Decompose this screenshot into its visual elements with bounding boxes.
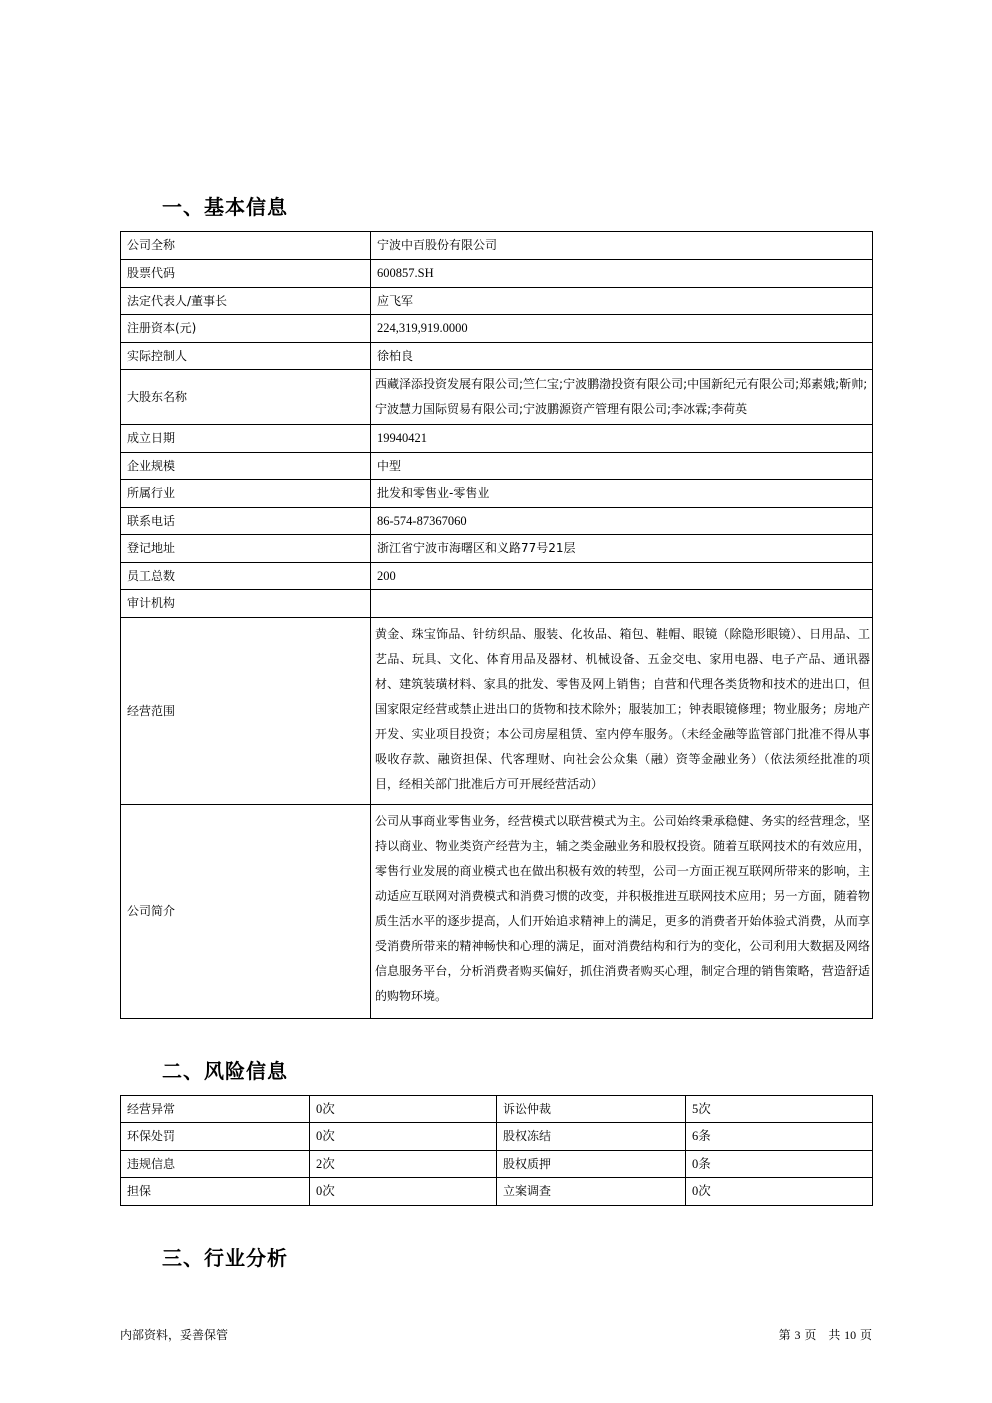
- field-label: 所属行业: [121, 480, 371, 508]
- table-row: [121, 563, 873, 590]
- table-row: [121, 480, 873, 508]
- table-row: [121, 315, 873, 343]
- risk-label: 环保处罚: [121, 1123, 310, 1151]
- risk-info-table: [120, 1095, 873, 1206]
- business-scope: 黄金、珠宝饰品、针纺织品、服装、化妆品、箱包、鞋帽、眼镜（除隐形眼镜）、日用品、工艺品、玩具、文化、体育用品及器材、机械设备、五金交电、家用电器、电子产品、通讯器材、建筑装璜材料、家具的批发、零售及网上销售；自营和代理各类货物和技术的进出口，但国家限定经营或禁止进出口的货物和技术除外；服装加工；钟表眼镜修理；物业服务；房地产开发、实业项目投资；本公司房屋租赁、室内停车服务。（未经金融等监管部门批准不得从事吸收存款、融资担保、代客理财、向社会公众集（融）资等金融业务）（依法须经批准的项目，经相关部门批准后方可开展经营活动）: [371, 618, 873, 805]
- page-total: 10: [844, 1328, 857, 1342]
- page-mid: 页 共: [804, 1328, 841, 1342]
- section-title-risk-info: 二、风险信息: [162, 1059, 288, 1083]
- risk-value: 0次: [310, 1123, 497, 1151]
- risk-label: 股权冻结: [497, 1123, 686, 1151]
- stock-code: 600857.SH: [371, 260, 873, 288]
- table-row: [121, 425, 873, 453]
- phone: 86-574-87367060: [371, 508, 873, 535]
- risk-label: 违规信息: [121, 1151, 310, 1178]
- table-row: [121, 260, 873, 288]
- table-row: [121, 535, 873, 563]
- field-label: 登记地址: [121, 535, 371, 563]
- table-row: [121, 232, 873, 260]
- table-row: [121, 805, 873, 1019]
- page-number: [779, 1326, 872, 1343]
- field-label: 员工总数: [121, 563, 371, 590]
- company-scale: 中型: [371, 453, 873, 480]
- page-current: 3: [794, 1328, 801, 1342]
- risk-value: 0条: [686, 1151, 873, 1178]
- company-profile: 公司从事商业零售业务，经营模式以联营模式为主。公司始终秉承稳健、务实的经营理念，坚持以商业、物业类资产经营为主，辅之类金融业务和股权投资。随着互联网技术的有效应用，零售行业发展的商业模式也在做出积极有效的转型，公司一方面正视互联网所带来的影响，主动适应互联网对消费模式和消费习惯的改变，并积极推进互联网技术应用；另一方面，随着物质生活水平的逐步提高，人们开始追求精神上的满足，更多的消费者开始体验式消费，从而享受消费所带来的精神畅快和心理的满足，面对消费结构和行为的变化，公司利用大数据及网络信息服务平台，分析消费者购买偏好，抓住消费者购买心理，制定合理的销售策略，营造舒适的购物环境。: [371, 805, 873, 1019]
- field-label: 注册资本(元): [121, 315, 371, 343]
- audit-firm: [371, 590, 873, 618]
- risk-label: 股权质押: [497, 1151, 686, 1178]
- risk-label: 诉讼仲裁: [497, 1096, 686, 1123]
- actual-controller: 徐柏良: [371, 343, 873, 370]
- table-row: [121, 1178, 873, 1206]
- field-label: 大股东名称: [121, 370, 371, 425]
- table-row: [121, 590, 873, 618]
- table-row: [121, 370, 873, 425]
- legal-representative: 应飞军: [371, 288, 873, 315]
- table-row: [121, 618, 873, 805]
- risk-label: 担保: [121, 1178, 310, 1206]
- basic-info-table: [120, 231, 873, 1019]
- table-row: [121, 343, 873, 370]
- field-label: 成立日期: [121, 425, 371, 453]
- industry: 批发和零售业-零售业: [371, 480, 873, 508]
- page-suffix: 页: [859, 1328, 872, 1342]
- page-prefix: 第: [778, 1328, 791, 1342]
- table-row: [121, 508, 873, 535]
- field-label: 经营范围: [121, 618, 371, 805]
- risk-value: 2次: [310, 1151, 497, 1178]
- field-label: 股票代码: [121, 260, 371, 288]
- section-title-industry-analysis: 三、行业分析: [162, 1246, 288, 1270]
- registered-capital: 224,319,919.0000: [371, 315, 873, 343]
- employee-count: 200: [371, 563, 873, 590]
- field-label: 公司简介: [121, 805, 371, 1019]
- field-label: 审计机构: [121, 590, 371, 618]
- risk-value: 0次: [310, 1178, 497, 1206]
- field-label: 企业规模: [121, 453, 371, 480]
- risk-value: 5次: [686, 1096, 873, 1123]
- risk-value: 6条: [686, 1123, 873, 1151]
- field-label: 实际控制人: [121, 343, 371, 370]
- field-label: 公司全称: [121, 232, 371, 260]
- table-row: [121, 1123, 873, 1151]
- risk-value: 0次: [310, 1096, 497, 1123]
- footer-confidential-note: 内部资料，妥善保管: [120, 1328, 229, 1342]
- table-row: [121, 288, 873, 315]
- risk-label: 经营异常: [121, 1096, 310, 1123]
- section-title-basic-info: 一、基本信息: [162, 195, 288, 219]
- registered-address: 浙江省宁波市海曙区和义路77号21层: [371, 535, 873, 563]
- field-label: 联系电话: [121, 508, 371, 535]
- table-row: [121, 1096, 873, 1123]
- company-full-name: 宁波中百股份有限公司: [371, 232, 873, 260]
- field-label: 法定代表人/董事长: [121, 288, 371, 315]
- risk-label: 立案调查: [497, 1178, 686, 1206]
- table-row: [121, 1151, 873, 1178]
- risk-value: 0次: [686, 1178, 873, 1206]
- major-shareholders: 西藏泽添投资发展有限公司;竺仁宝;宁波鹏渤投资有限公司;中国新纪元有限公司;郑素娥;靳帅;宁波慧力国际贸易有限公司;宁波鹏源资产管理有限公司;李冰霖;李荷英: [371, 370, 873, 425]
- established-date: 19940421: [371, 425, 873, 453]
- table-row: [121, 453, 873, 480]
